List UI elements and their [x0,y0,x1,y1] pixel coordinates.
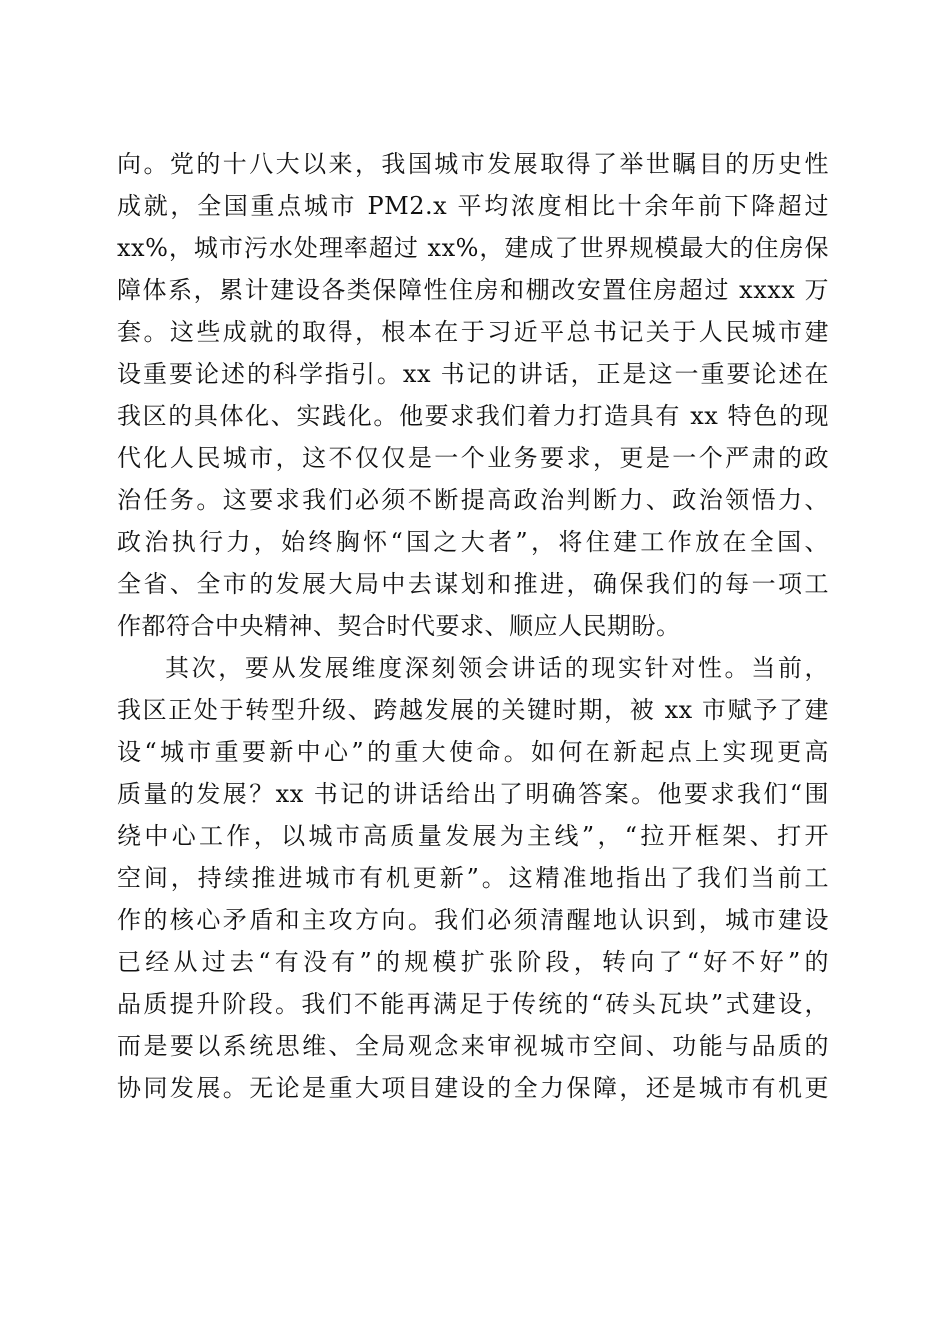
text-line: 套。这些成就的取得，根本在于习近平总书记关于人民城市建 [117,318,829,346]
text-line: 设重要论述的科学指引。xx 书记的讲话，正是这一重要论述在 [117,360,829,388]
text-line: 协同发展。无论是重大项目建设的全力保障，还是城市有机更 [117,1074,829,1102]
text-line: 其次，要从发展维度深刻领会讲话的现实针对性。当前， [165,654,829,682]
paragraph-1 [117,143,829,647]
text-line: 我区正处于转型升级、跨越发展的关键时期，被 xx 市赋予了建 [117,696,829,724]
text-line: 设“城市重要新中心”的重大使命。如何在新起点上实现更高 [117,738,829,766]
paragraph-2 [117,647,829,1109]
text-line: 而是要以系统思维、全局观念来审视城市空间、功能与品质的 [117,1032,829,1060]
text-line: 已经从过去“有没有”的规模扩张阶段，转向了“好不好”的 [117,948,829,976]
text-line: 全省、全市的发展大局中去谋划和推进，确保我们的每一项工 [117,570,829,598]
text-line: xx%，城市污水处理率超过 xx%，建成了世界规模最大的住房保 [117,234,829,262]
text-line: 代化人民城市，这不仅仅是一个业务要求，更是一个严肃的政 [117,444,829,472]
text-line: 质量的发展？xx 书记的讲话给出了明确答案。他要求我们“围 [117,780,829,808]
text-line: 障体系，累计建设各类保障性住房和棚改安置住房超过 xxxx 万 [117,276,829,304]
text-line: 成就，全国重点城市 PM2.x 平均浓度相比十余年前下降超过 [117,192,829,220]
text-line: 绕中心工作，以城市高质量发展为主线”，“拉开框架、打开 [117,822,829,850]
text-line: 治任务。这要求我们必须不断提高政治判断力、政治领悟力、 [117,486,829,514]
text-line: 作都符合中央精神、契合时代要求、顺应人民期盼。 [117,612,681,640]
document-body [117,143,829,1109]
text-line: 政治执行力，始终胸怀“国之大者”，将住建工作放在全国、 [117,528,829,556]
text-line: 向。党的十八大以来，我国城市发展取得了举世瞩目的历史性 [117,150,829,178]
text-line: 品质提升阶段。我们不能再满足于传统的“砖头瓦块”式建设， [117,990,829,1018]
text-line: 空间，持续推进城市有机更新”。这精准地指出了我们当前工 [117,864,829,892]
text-line: 我区的具体化、实践化。他要求我们着力打造具有 xx 特色的现 [117,402,829,430]
text-line: 作的核心矛盾和主攻方向。我们必须清醒地认识到，城市建设 [117,906,829,934]
